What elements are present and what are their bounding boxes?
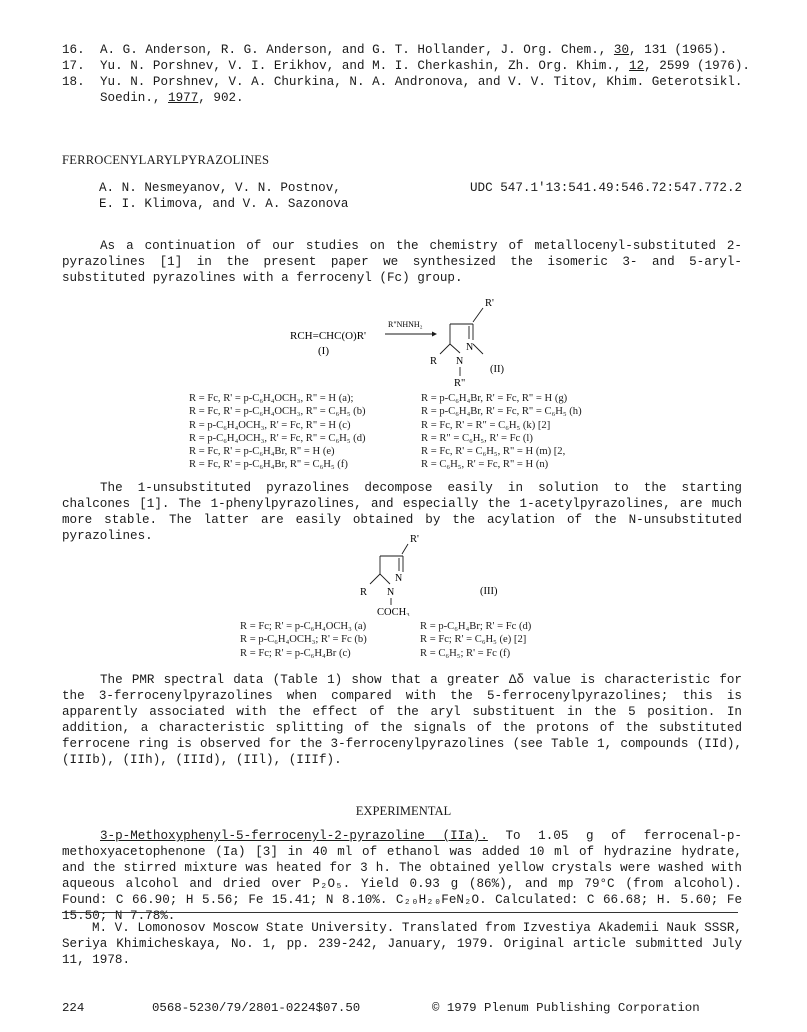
compound-definition: R = p-C₆H₄OCH₃, R' = Fc, R" = H (c)	[189, 419, 351, 431]
ring-n1-label: N	[387, 587, 395, 598]
compound-definition: R = Fc; R' = C₆H₅ (e) [2]	[420, 634, 527, 646]
copyright-line: © 1979 Plenum Publishing Corporation	[432, 1001, 700, 1015]
reference-number: 16.	[62, 43, 85, 57]
compound-definition: R = p-C₆H₄Br, R' = Fc, R" = C₆H₅ (h)	[421, 406, 582, 418]
reference-number: 18.	[62, 75, 85, 89]
experimental-heading: EXPERIMENTAL	[355, 804, 452, 818]
reference-item	[62, 58, 762, 74]
pmr-paragraph: The PMR spectral data (Table 1) show that a greater Δδ value is characteristic for the 3-ferrocenylpyrazolines when compared with the 5-ferrocenylpyrazolines; this is apparently associated with the effect of the aryl substituent in the 5 position. In addition, a characteristic splitting of the signals of the protons of the substituted ferrocene ring is observed for the 3-ferrocenylpyrazolines (see Table 1, compounds (IId), (IIIb), (IIh), (IIId), (IIl), (IIIf).	[62, 673, 742, 767]
r-prime-label: R'	[410, 534, 419, 545]
bond	[473, 308, 483, 322]
reference-number: 17.	[62, 59, 85, 73]
compound-definition: R = p-C₆H₄OCH₃; R' = Fc (b)	[240, 634, 367, 646]
compound-definition: R = Fc; R' = p-C₆H₄OCH₃ (a)	[240, 621, 367, 632]
reference-list	[62, 42, 762, 106]
compound-definition: R = Fc, R' = R" = C₆H₅ (k) [2]	[421, 419, 551, 431]
product-label: (III)	[480, 586, 498, 597]
compound-definition: R = p-C₆H₄Br, R' = Fc, R" = H (g)	[421, 393, 568, 404]
compound-definition: R = Fc, R' = p-C₆H₄OCH₃, R" = C₆H₅ (b)	[189, 406, 366, 418]
compound-definition: R = C₆H₅; R' = Fc (f)	[420, 647, 511, 659]
page-number: 224	[62, 1001, 85, 1015]
journal-code: 0568-5230/79/2801-0224$07.50	[152, 1001, 361, 1015]
r-double-prime-label: R"	[454, 378, 466, 389]
scheme2-structure	[350, 530, 530, 616]
bond	[402, 544, 408, 554]
compound-column-right	[420, 620, 531, 660]
reactant-formula: RCH=CHC(O)R'	[290, 330, 367, 342]
bond	[450, 344, 460, 353]
arrow-head	[432, 332, 437, 337]
footnote: M. V. Lomonosov Moscow State University. Translated from Izvestiya Akademii Nauk SSSR, Seriya Khimicheskaya, No. 1, pp. 239-242, January, 1979. Original article submitted July 11, 1978.	[62, 921, 742, 967]
reference-text: A. G. Anderson, R. G. Anderson, and G. T. Hollander, J. Org. Chem., 30, 131 (1965).	[100, 43, 728, 57]
compound-column-left	[240, 620, 420, 660]
r-prime-label: R'	[485, 298, 494, 309]
reference-text: Yu. N. Porshnev, V. A. Churkina, N. A. Andronova, and V. V. Titov, Khim. Geterotsikl. Soedin., 1977, 902.	[100, 75, 743, 105]
compound-definition: R = Fc, R' = p-C₆H₄Br, R" = H (e)	[189, 446, 335, 458]
udc-code: UDC 547.1'13:541.49:546.72:547.772.2	[470, 181, 743, 195]
compound-definition: R = Fc, R' = C₆H₅, R" = H (m) [2,	[421, 446, 566, 458]
bond	[473, 344, 483, 354]
compound-definition: R = C₆H₅, R' = Fc, R" = H (n)	[421, 459, 549, 471]
reference-item	[62, 42, 762, 58]
bond	[380, 574, 390, 584]
compound-definition: R = p-C₆H₄OCH₃, R' = Fc, R" = C₆H₅ (d)	[189, 432, 366, 444]
ring-n-label: N	[466, 342, 474, 353]
bond	[440, 344, 450, 354]
authors	[99, 180, 348, 212]
compound-definition: R = R" = C₆H₅, R' = Fc (l)	[421, 432, 533, 444]
reference-item	[62, 74, 762, 106]
compound-definition: R = Fc, R' = p-C₆H₄Br, R" = C₆H₅ (f)	[189, 459, 348, 471]
compound-definition: R = Fc; R' = p-C₆H₄Br (c)	[240, 647, 351, 659]
compound-definition: R = p-C₆H₄Br; R' = Fc (d)	[420, 621, 532, 632]
bond	[370, 574, 380, 584]
reactant-label: (I)	[318, 345, 329, 357]
scheme1-structure	[280, 296, 540, 392]
product-label: (II)	[490, 364, 504, 375]
article-title: FERROCENYLARYLPYRAZOLINES	[62, 153, 270, 167]
authors-line: E. I. Klimova, and V. A. Sazonova	[99, 197, 349, 211]
page-footer	[62, 1000, 84, 1016]
ring-n-label: N	[395, 573, 403, 584]
intro-paragraph: As a continuation of our studies on the chemistry of metallocenyl-substituted 2-pyrazolines [1] in the present paper we synthesized the isomeric 3- and 5-aryl-substituted pyrazolines with a ferrocenyl (Fc) group.	[62, 239, 742, 285]
scheme2-compound-list	[240, 620, 531, 660]
compound-column-right	[421, 392, 582, 472]
stability-paragraph: The 1-unsubstituted pyrazolines decompose easily in solution to the starting chalcones [1]. The 1-phenylpyrazolines, and especially the 1-acetylpyrazolines, are much more stable. The latter are easily obtained by the acylation of the N-unsubstituted pyrazolines.	[62, 481, 742, 543]
r-label: R	[360, 587, 368, 598]
acetyl-group-label: COCH₃	[377, 607, 410, 616]
compound-title: 3-p-Methoxyphenyl-5-ferrocenyl-2-pyrazoline (IIa).	[100, 829, 488, 843]
footnote-divider	[62, 912, 738, 913]
reference-text: Yu. N. Porshnev, V. I. Erikhov, and M. I. Cherkashin, Zh. Org. Khim., 12, 2599 (1976).	[100, 59, 750, 73]
scheme1-compound-list	[189, 392, 582, 472]
reagent-label: R"NHNH₂	[388, 320, 423, 329]
ring-n1-label: N	[456, 356, 464, 367]
experimental-text: To 1.05 g of ferrocenal-p-methoxyacetophenone (Ia) [3] in 40 ml of ethanol was added 10 ml of hydrazine hydrate, and the stirred mixture was heated for 3 h. The obtained yellow crystals were washed with aqueous alcohol and dried over P₂O₅. Yield 0.93 g (86%), and mp 79°C (from alcohol). Found: C 66.90; H 5.56; Fe 15.41; N 8.10%. C₂₀H₂₀FeN₂O. Calculated: C 66.68; H. 5.60; Fe 15.50; N 7.78%.	[62, 829, 742, 923]
experimental-paragraph	[62, 828, 742, 924]
authors-line: A. N. Nesmeyanov, V. N. Postnov,	[99, 181, 341, 195]
r-label: R	[430, 356, 438, 367]
compound-definition: R = Fc, R' = p-C₆H₄OCH₃, R" = H (a);	[189, 393, 354, 404]
compound-column-left	[189, 392, 421, 472]
